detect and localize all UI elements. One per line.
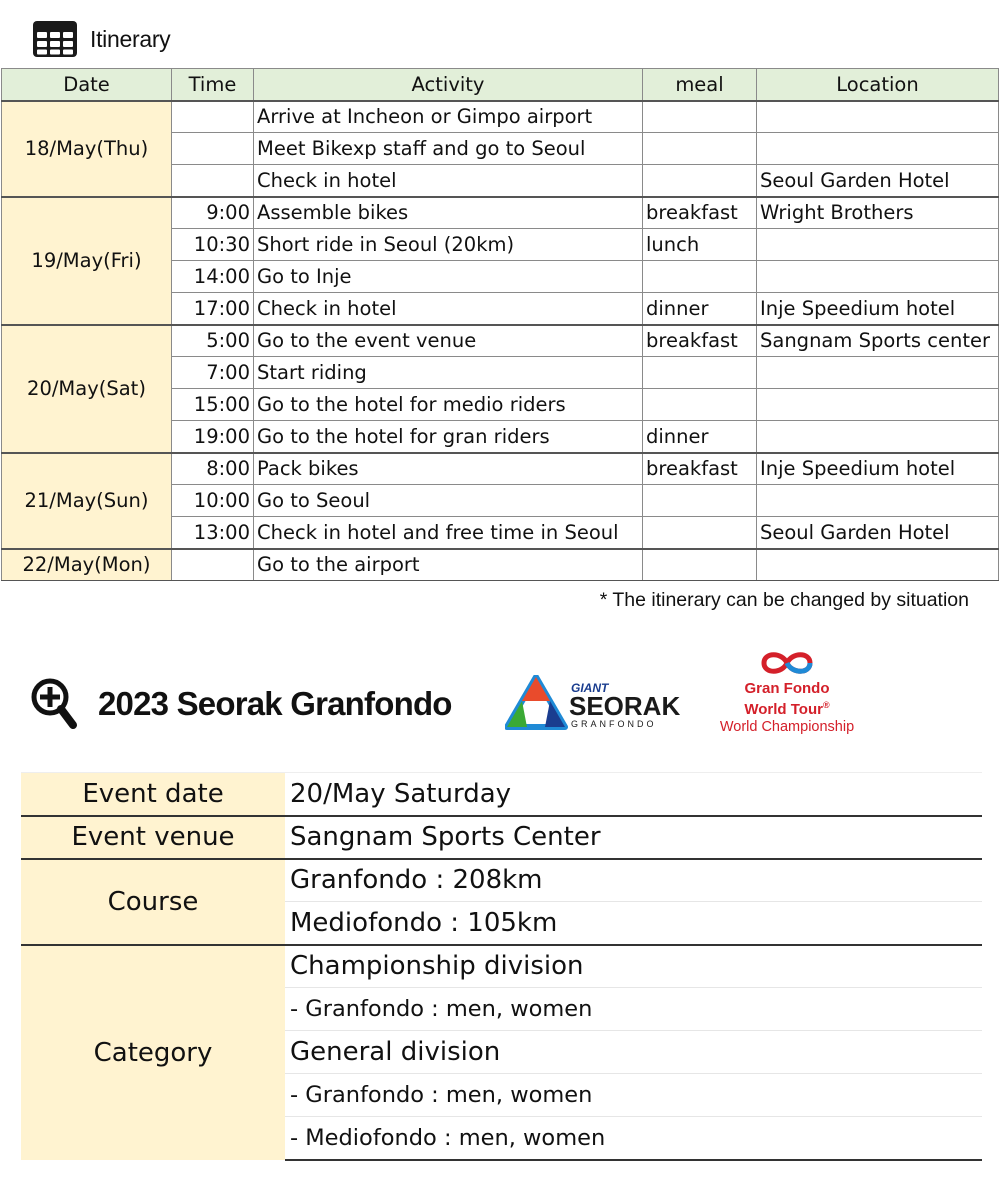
time-cell	[172, 133, 254, 165]
logo-brand-text: GIANT	[571, 681, 609, 695]
activity-cell: Go to Seoul	[254, 485, 643, 517]
location-cell	[757, 485, 999, 517]
category-value: - Granfondo : men, women	[285, 988, 982, 1031]
activity-cell: Go to the event venue	[254, 325, 643, 357]
itinerary-title: Itinerary	[90, 25, 171, 52]
meal-cell: breakfast	[643, 325, 757, 357]
column-header-location: Location	[757, 69, 999, 101]
activity-cell: Go to the hotel for gran riders	[254, 421, 643, 453]
time-cell: 15:00	[172, 389, 254, 421]
date-cell: 19/May(Fri)	[2, 197, 172, 325]
meal-cell	[643, 549, 757, 581]
event-venue-label: Event venue	[21, 816, 285, 859]
table-row	[2, 101, 999, 133]
meal-cell	[643, 165, 757, 197]
column-header-time: Time	[172, 69, 254, 101]
location-cell: Sangnam Sports center	[757, 325, 999, 357]
meal-cell	[643, 485, 757, 517]
meal-cell	[643, 517, 757, 549]
activity-cell: Check in hotel and free time in Seoul	[254, 517, 643, 549]
location-cell	[757, 261, 999, 293]
table-row	[21, 859, 982, 902]
event-title: 2023 Seorak Granfondo	[98, 685, 452, 722]
time-cell: 5:00	[172, 325, 254, 357]
time-cell: 10:30	[172, 229, 254, 261]
time-cell: 13:00	[172, 517, 254, 549]
activity-cell: Start riding	[254, 357, 643, 389]
logo-line-3: World Championship	[719, 719, 855, 735]
seorak-granfondo-logo	[505, 675, 680, 730]
logo-sub-text: GRANFONDO	[571, 719, 657, 729]
event-header	[30, 676, 452, 732]
meal-cell: lunch	[643, 229, 757, 261]
time-cell	[172, 101, 254, 133]
meal-cell: dinner	[643, 293, 757, 325]
category-value: General division	[285, 1031, 982, 1074]
time-cell: 9:00	[172, 197, 254, 229]
activity-cell: Arrive at Incheon or Gimpo airport	[254, 101, 643, 133]
meal-cell	[643, 389, 757, 421]
itinerary-note: * The itinerary can be changed by situation	[599, 589, 969, 611]
table-icon	[32, 20, 78, 58]
course-value: Mediofondo : 105km	[285, 902, 982, 945]
column-header-meal: meal	[643, 69, 757, 101]
course-value: Granfondo : 208km	[285, 859, 982, 902]
activity-cell: Go to the hotel for medio riders	[254, 389, 643, 421]
activity-cell: Assemble bikes	[254, 197, 643, 229]
logo-line-1: Gran Fondo	[744, 680, 830, 697]
gran-fondo-world-tour-logo	[712, 646, 862, 740]
table-row	[2, 197, 999, 229]
date-cell: 18/May(Thu)	[2, 101, 172, 197]
location-cell	[757, 421, 999, 453]
meal-cell	[643, 357, 757, 389]
event-details-table	[21, 772, 982, 1161]
location-cell	[757, 229, 999, 261]
category-value: - Granfondo : men, women	[285, 1074, 982, 1117]
location-cell: Seoul Garden Hotel	[757, 165, 999, 197]
zoom-in-icon	[30, 677, 78, 731]
location-cell	[757, 389, 999, 421]
meal-cell	[643, 261, 757, 293]
infinity-icon	[756, 646, 818, 680]
table-row	[21, 773, 982, 816]
table-row	[2, 549, 999, 581]
activity-cell: Check in hotel	[254, 293, 643, 325]
time-cell: 19:00	[172, 421, 254, 453]
meal-cell	[643, 133, 757, 165]
activity-cell: Check in hotel	[254, 165, 643, 197]
meal-cell: breakfast	[643, 453, 757, 485]
event-date-label: Event date	[21, 773, 285, 816]
location-cell: Seoul Garden Hotel	[757, 517, 999, 549]
time-cell: 14:00	[172, 261, 254, 293]
time-cell: 17:00	[172, 293, 254, 325]
event-venue-value: Sangnam Sports Center	[285, 816, 982, 859]
itinerary-header	[32, 20, 170, 58]
table-row	[2, 325, 999, 357]
time-cell	[172, 165, 254, 197]
course-label: Course	[21, 859, 285, 945]
location-cell	[757, 133, 999, 165]
activity-cell: Pack bikes	[254, 453, 643, 485]
category-value: Championship division	[285, 945, 982, 988]
column-header-date: Date	[2, 69, 172, 101]
location-cell	[757, 549, 999, 581]
activity-cell: Short ride in Seoul (20km)	[254, 229, 643, 261]
date-cell: 21/May(Sun)	[2, 453, 172, 549]
location-cell: Inje Speedium hotel	[757, 453, 999, 485]
time-cell: 8:00	[172, 453, 254, 485]
location-cell: Inje Speedium hotel	[757, 293, 999, 325]
date-cell: 20/May(Sat)	[2, 325, 172, 453]
time-cell: 7:00	[172, 357, 254, 389]
category-label: Category	[21, 945, 285, 1160]
event-date-value: 20/May Saturday	[285, 773, 982, 816]
activity-cell: Go to Inje	[254, 261, 643, 293]
column-header-activity: Activity	[254, 69, 643, 101]
time-cell	[172, 549, 254, 581]
itinerary-header-row	[2, 69, 999, 101]
activity-cell: Go to the airport	[254, 549, 643, 581]
meal-cell: breakfast	[643, 197, 757, 229]
table-row	[2, 453, 999, 485]
location-cell	[757, 357, 999, 389]
location-cell	[757, 101, 999, 133]
time-cell: 10:00	[172, 485, 254, 517]
logo-line-2: World Tour®	[744, 700, 830, 718]
location-cell: Wright Brothers	[757, 197, 999, 229]
meal-cell: dinner	[643, 421, 757, 453]
table-row	[21, 816, 982, 859]
table-row	[21, 945, 982, 988]
category-value: - Mediofondo : men, women	[285, 1117, 982, 1160]
logo-name-text: SEORAK	[569, 691, 680, 721]
date-cell: 22/May(Mon)	[2, 549, 172, 581]
itinerary-table	[1, 68, 999, 581]
meal-cell	[643, 101, 757, 133]
activity-cell: Meet Bikexp staff and go to Seoul	[254, 133, 643, 165]
